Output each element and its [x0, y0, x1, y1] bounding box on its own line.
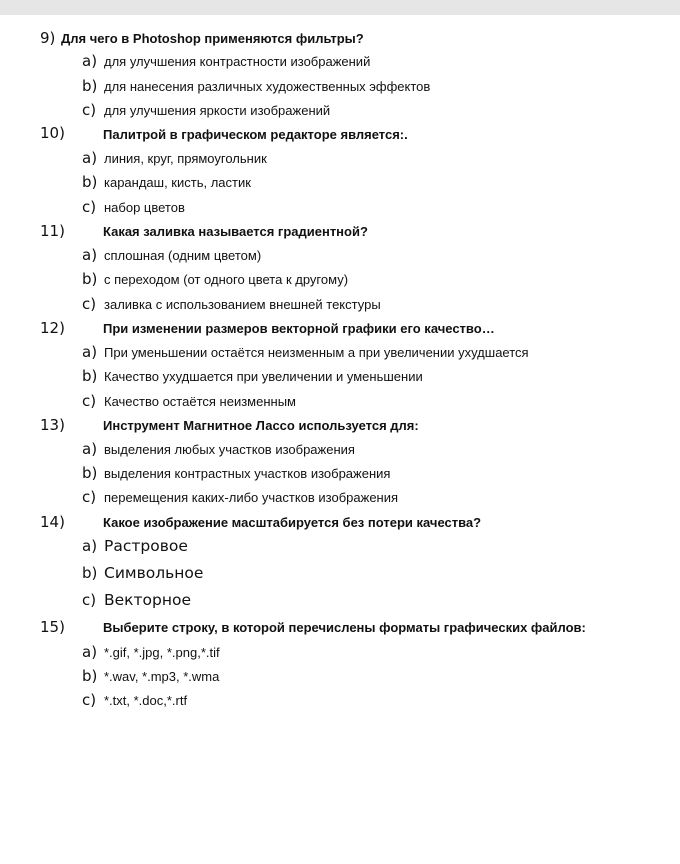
option-label: b) — [82, 464, 98, 482]
option-text: Векторное — [104, 591, 192, 609]
question-number: 11) — [40, 222, 65, 240]
question-text: Для чего в Photoshop применяются фильтры? — [61, 31, 364, 46]
answer-option[interactable] — [82, 440, 355, 459]
option-label: a) — [82, 246, 98, 264]
question-number: 13) — [40, 416, 65, 434]
answer-option[interactable] — [82, 367, 423, 386]
option-label: a) — [82, 52, 98, 70]
option-text: сплошная (одним цветом) — [104, 248, 262, 263]
option-label: a) — [82, 643, 98, 661]
answer-option[interactable] — [82, 392, 296, 411]
question-text: Инструмент Магнитное Лассо используется для: — [103, 418, 419, 433]
option-label: c) — [82, 101, 97, 119]
option-label: a) — [82, 440, 98, 458]
option-text: набор цветов — [104, 200, 185, 215]
option-text: выделения контрастных участков изображения — [104, 466, 391, 481]
answer-option[interactable] — [82, 149, 267, 168]
answer-option[interactable] — [82, 464, 390, 483]
option-text: для нанесения различных художественных эффектов — [104, 79, 431, 94]
question-number: 14) — [40, 513, 65, 531]
option-label: c) — [82, 295, 97, 313]
question-text: Выберите строку, в которой перечислены форматы графических файлов: — [103, 620, 586, 635]
option-label: c) — [82, 591, 97, 609]
answer-option[interactable] — [82, 173, 251, 192]
option-label: c) — [82, 392, 97, 410]
option-text: Растровое — [104, 537, 188, 555]
question-text: Палитрой в графическом редакторе является:. — [103, 127, 408, 142]
answer-option[interactable] — [82, 295, 381, 314]
question-number: 10) — [40, 124, 65, 142]
option-label: b) — [82, 667, 98, 685]
option-label: c) — [82, 198, 97, 216]
option-label: b) — [82, 367, 98, 385]
option-text: Качество остаётся неизменным — [104, 394, 296, 409]
answer-option[interactable] — [82, 270, 348, 289]
option-text: перемещения каких-либо участков изображения — [104, 490, 399, 505]
answer-option[interactable] — [82, 691, 187, 710]
question-number: 15) — [40, 618, 65, 636]
answer-option[interactable] — [82, 198, 185, 217]
question-number: 9) — [40, 29, 56, 47]
option-label: a) — [82, 343, 98, 361]
option-text: *.txt, *.doc,*.rtf — [104, 693, 188, 708]
answer-option[interactable] — [82, 52, 370, 71]
answer-option[interactable] — [82, 246, 261, 265]
option-text: Символьное — [104, 564, 204, 582]
option-text: *.gif, *.jpg, *.png,*.tif — [104, 645, 220, 660]
answer-option[interactable] — [82, 343, 529, 362]
option-label: a) — [82, 149, 98, 167]
option-text: заливка с использованием внешней текстуры — [104, 297, 381, 312]
answer-option[interactable] — [82, 488, 398, 507]
question-number: 12) — [40, 319, 65, 337]
option-text: для улучшения яркости изображений — [104, 103, 331, 118]
option-label: c) — [82, 691, 97, 709]
option-label: b) — [82, 270, 98, 288]
option-label: a) — [82, 537, 98, 555]
option-text: для улучшения контрастности изображений — [104, 54, 371, 69]
answer-option[interactable] — [82, 591, 191, 610]
answer-option[interactable] — [82, 101, 330, 120]
option-text: линия, круг, прямоугольник — [104, 151, 267, 166]
answer-option[interactable] — [82, 77, 430, 96]
option-label: c) — [82, 488, 97, 506]
option-label: b) — [82, 564, 98, 582]
option-text: При уменьшении остаётся неизменным а при увеличении ухудшается — [104, 345, 529, 360]
question-text: При изменении размеров векторной графики его качество… — [103, 321, 495, 336]
option-text: карандаш, кисть, ластик — [104, 175, 251, 190]
option-label: b) — [82, 77, 98, 95]
option-text: *.wav, *.mp3, *.wma — [104, 669, 220, 684]
option-text: Качество ухудшается при увеличении и уменьшении — [104, 369, 423, 384]
answer-option[interactable] — [82, 537, 188, 556]
question-text: Какое изображение масштабируется без потери качества? — [103, 515, 482, 530]
option-text: выделения любых участков изображения — [104, 442, 355, 457]
answer-option[interactable] — [82, 564, 203, 583]
answer-option[interactable] — [82, 667, 219, 686]
question-text: Какая заливка называется градиентной? — [103, 224, 368, 239]
option-text: с переходом (от одного цвета к другому) — [104, 272, 349, 287]
option-label: b) — [82, 173, 98, 191]
answer-option[interactable] — [82, 643, 220, 662]
